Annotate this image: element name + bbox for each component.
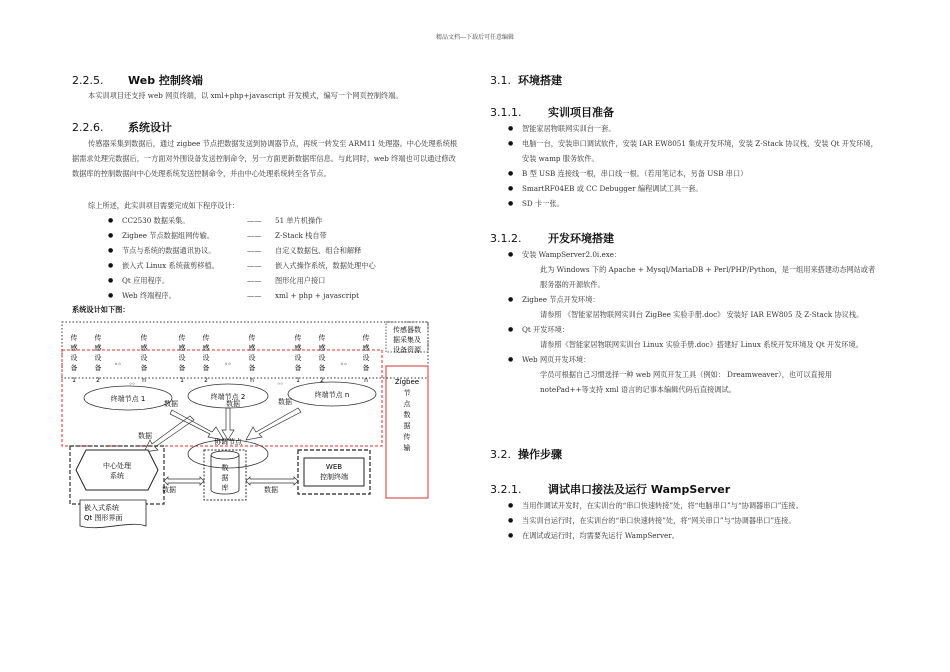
section-number: 2.2.6. [72, 121, 104, 134]
list-item: ● B 型 USB 连接线一根，串口线一根。（若用笔记本，另备 USB 串口） [508, 166, 880, 181]
sensor-char: 传 [94, 334, 102, 342]
list-item: ● Zigbee 节点开发环境： 请参照 《智能家居物联网实训台 ZigBee 实验手册.doc》 安装好 IAR EW805 及 Z-Stack 协议栈。 [508, 292, 880, 322]
zigbee-char: 点 [403, 400, 411, 408]
list-item: ● 安装 WampServer2.0i.exe： 此为 Windows 下的 Apache + Mysql/MariaDB + Perl/PHP/Python，是一组用来搭建动态网站或者服务器的开源软件。 [508, 247, 880, 292]
terminal-node-n-label: 终端节点 n [314, 391, 350, 399]
zigbee-label [395, 378, 419, 452]
list-item: ● 嵌入式 Linux 系统裁剪移植。 —— 嵌入式操作系统，数据处理中心 [108, 258, 438, 273]
sensor-index: 1 [296, 377, 300, 384]
sensor-char: 设 [202, 354, 210, 362]
section-number: 3.2. [490, 448, 511, 461]
diagram-caption: 系统设计如下图： [72, 305, 130, 314]
heading-3-2 [490, 446, 562, 462]
center-label-1: 中心处理 [103, 462, 131, 470]
db-char: 数 [221, 464, 229, 472]
heading-3-1-1 [490, 104, 614, 120]
sensor-char: 传 [318, 334, 326, 342]
web-terminal-paragraph: 本实训项目还支持 web 网页终端，以 xml+php+javascript 开发模式，编写一个网页控制终端。 [88, 91, 403, 100]
section-title: 调试串口接法及运行 WampServer [548, 483, 731, 496]
list-item-detail: 请参照 《智能家居物联网实训台 ZigBee 实验手册.doc》 安装好 IAR EW805 及 Z-Stack 协议栈。 [540, 310, 864, 319]
prep-list [508, 121, 880, 211]
sensor-char: 备 [94, 364, 102, 372]
section-title: 操作步骤 [518, 448, 562, 461]
data-label-1: 数据 [164, 400, 178, 408]
sensor-char: 感 [140, 344, 148, 352]
list-item: ● Qt 开发环境： 请参照《智能家居物联网实训台 Linux 实验手册.doc》搭建好 Linux 系统开发环境及 Qt 开发环境。 [508, 322, 880, 352]
list-item: ● SmartRF04EB 或 CC Debugger 编程调试工具一套。 [508, 181, 880, 196]
sensor-char: 感 [178, 344, 186, 352]
sensor-char: 备 [318, 364, 326, 372]
zigbee-char: 数 [403, 411, 411, 419]
data-label-6: 数据 [264, 486, 278, 494]
list-item: ● CC2530 数据采集。 —— 51 单片机操作 [108, 213, 438, 228]
list-item-detail: 此为 Windows 下的 Apache + Mysql/MariaDB + Perl/PHP/Python，是一组用来搭建动态网站或者服务器的开源软件。 [540, 265, 876, 289]
sensor-index: n [250, 377, 254, 384]
sensor-char: 设 [318, 354, 326, 362]
heading-2-2-5 [72, 72, 203, 88]
list-item: ● Zigbee 节点数据组网传输。 —— Z-Stack 栈自带 [108, 228, 438, 243]
data-label-2: 数据 [226, 400, 240, 408]
sensor-char: 感 [294, 344, 302, 352]
sensor-char: 传 [70, 334, 78, 342]
web-label-2: 控制终端 [320, 473, 348, 481]
sensor-char: 设 [94, 354, 102, 362]
section-title: 开发环境搭建 [548, 232, 614, 245]
section-number: 3.2.1. [490, 483, 522, 496]
zigbee-char: 传 [403, 433, 411, 441]
sensor-char: 备 [178, 364, 186, 372]
coordinator-label: 协调节点 [214, 438, 242, 446]
sensor-char: 设 [362, 354, 370, 362]
list-item-detail: 请参照《智能家居物联网实训台 Linux 实验手册.doc》搭建好 Linux 系统开发环境及 Qt 开发环境。 [540, 340, 863, 349]
list-item: ● Qt 应用程序。 —— 图形化用户接口 [108, 273, 438, 288]
list-item: ● Web 终端程序。 —— xml + php + javascript [108, 288, 438, 303]
db-char: 据 [221, 474, 229, 482]
data-label-3: 数据 [278, 398, 292, 406]
list-item: ● 当用作调试开发时，在实训台的“串口快速转接”处，将“电脑串口”与“协调器串口”连接。 [508, 498, 880, 513]
section-number: 3.1. [490, 74, 511, 87]
sensor-char: 感 [94, 344, 102, 352]
sensor-group-label-1: 传感器数 [393, 326, 421, 334]
steps-list [508, 498, 880, 543]
arrow-t2 [222, 408, 234, 440]
section-number: 3.1.1. [490, 106, 522, 119]
system-design-diagram [60, 320, 432, 556]
sensor-index: n [142, 377, 146, 384]
db-char: 库 [221, 484, 229, 492]
section-title: 系统设计 [128, 121, 172, 134]
sensor-char: 备 [70, 364, 78, 372]
sensor-char: 传 [294, 334, 302, 342]
sensor-char: 备 [202, 364, 210, 372]
program-list-intro: 综上所述，此实训项目需要完成如下程序设计： [88, 201, 239, 210]
heading-3-2-1 [490, 481, 730, 497]
arrow-tn [246, 408, 301, 440]
terminal-node-2-label: 终端节点 2 [210, 393, 246, 401]
section-number: 2.2.5. [72, 74, 104, 87]
zigbee-char: 据 [403, 422, 411, 430]
list-item: ● 节点与系统的数据通讯协议。 —— 自定义数据包、组合和解释 [108, 243, 438, 258]
sensor-char: 备 [140, 364, 148, 372]
sensor-char: 感 [202, 344, 210, 352]
list-item: ● 智能家居物联网实训台一套。 [508, 121, 880, 136]
section-title: 实训项目准备 [548, 106, 614, 119]
sensor-index: 1 [180, 377, 184, 384]
qt-label-1: 嵌入式系统 [84, 504, 119, 512]
section-number: 3.1.2. [490, 232, 522, 245]
sensor-index: 2 [96, 377, 100, 384]
page-header: 精品文档---下载后可任意编辑 [435, 34, 515, 41]
section-title: 环境搭建 [518, 74, 562, 87]
ellipsis-dots: 。。 [129, 379, 139, 386]
sensor-char: 感 [248, 344, 256, 352]
sensor-char: 备 [362, 364, 370, 372]
sensor-char: 设 [70, 354, 78, 362]
program-list [108, 213, 438, 303]
section-title: Web 控制终端 [128, 74, 203, 87]
zigbee-char: Zigbee [394, 378, 420, 386]
arrow-center-db [164, 477, 204, 485]
sensor-char: 备 [294, 364, 302, 372]
sensor-char: 设 [294, 354, 302, 362]
sensor-index: n [364, 377, 368, 384]
data-label-4: 数据 [138, 432, 152, 440]
center-hexagon [76, 450, 158, 490]
sensor-char: 设 [178, 354, 186, 362]
sensor-char: 设 [140, 354, 148, 362]
terminal-node-1-label: 终端节点 1 [110, 395, 146, 403]
sensor-char: 感 [318, 344, 326, 352]
sensor-char: 感 [70, 344, 78, 352]
list-item: ● Web 网页开发环境： 学员可根据自己习惯选择一种 web 网页开发工具（例如： Dreamweaver），也可以直接用 notePad++等支持 xml 语言的记事本编辑代码后直接调试。 [508, 352, 880, 397]
system-design-paragraph: 传感器采集到数据后，通过 zigbee 节点把数据发送到协调器节点，再统一转发至 ARM11 处理器。中心处理系统根据需求处理完数据后，一方面对外围设备发送控制命令，另一方面更新数据库信息。与此同时，web 终端也可以通过修改数据库的控制数据向中心处理系统发送控制命令，并由中心处理系统转至各节点。 [72, 139, 458, 178]
arrow-db-web [246, 477, 298, 485]
sensor-group-label-3: 设备资源 [393, 346, 421, 354]
zigbee-char: 节 [403, 389, 411, 397]
list-item: ● 电脑一台，安装串口调试软件，安装 IAR EW8051 集成开发环境，安装 Z-Stack 协议栈，安装 Qt 开发环境，安装 wamp 服务软件。 [508, 136, 880, 166]
sensor-char: 传 [248, 334, 256, 342]
ellipsis-dots: 。。 [114, 358, 126, 366]
list-item-detail: 学员可根据自己习惯选择一种 web 网页开发工具（例如： Dreamweaver），也可以直接用 notePad++等支持 xml 语言的记事本编辑代码后直接调试。 [540, 370, 833, 394]
list-item: ● SD 卡一张。 [508, 196, 880, 211]
heading-3-1 [490, 72, 562, 88]
heading-3-1-2 [490, 230, 614, 246]
list-item: ● 当实训台运行时，在实训台的“串口快速转接”处，将“网关串口”与“协调器串口”连接。 [508, 513, 880, 528]
ellipsis-dots: 。。 [340, 358, 352, 366]
sensor-index: 1 [72, 377, 76, 384]
qt-label-2: Qt 图形界面 [84, 514, 123, 522]
zigbee-char: 输 [403, 444, 411, 452]
sensor-index: 2 [320, 377, 324, 384]
data-label-5: 数据 [162, 486, 176, 494]
sensor-char: 设 [248, 354, 256, 362]
sensor-char: 备 [248, 364, 256, 372]
list-item: ● 在调试或运行时，均需要先运行 WampServer。 [508, 528, 880, 543]
db-top [211, 451, 239, 459]
sensor-char: 传 [362, 334, 370, 342]
sensor-index: 2 [204, 377, 208, 384]
ellipsis-dots: 。。 [224, 358, 236, 366]
db-label [222, 463, 229, 492]
env-list [508, 247, 880, 397]
sensor-char: 传 [178, 334, 186, 342]
web-label: WEB [325, 463, 343, 471]
heading-2-2-6 [72, 119, 172, 135]
center-label-2: 系统 [110, 472, 124, 480]
ellipsis-dots: 。。 [277, 379, 287, 386]
sensor-char: 感 [362, 344, 370, 352]
sensor-char: 传 [140, 334, 148, 342]
sensor-char: 传 [202, 334, 210, 342]
sensor-group-label-2: 据采集及 [393, 336, 421, 344]
